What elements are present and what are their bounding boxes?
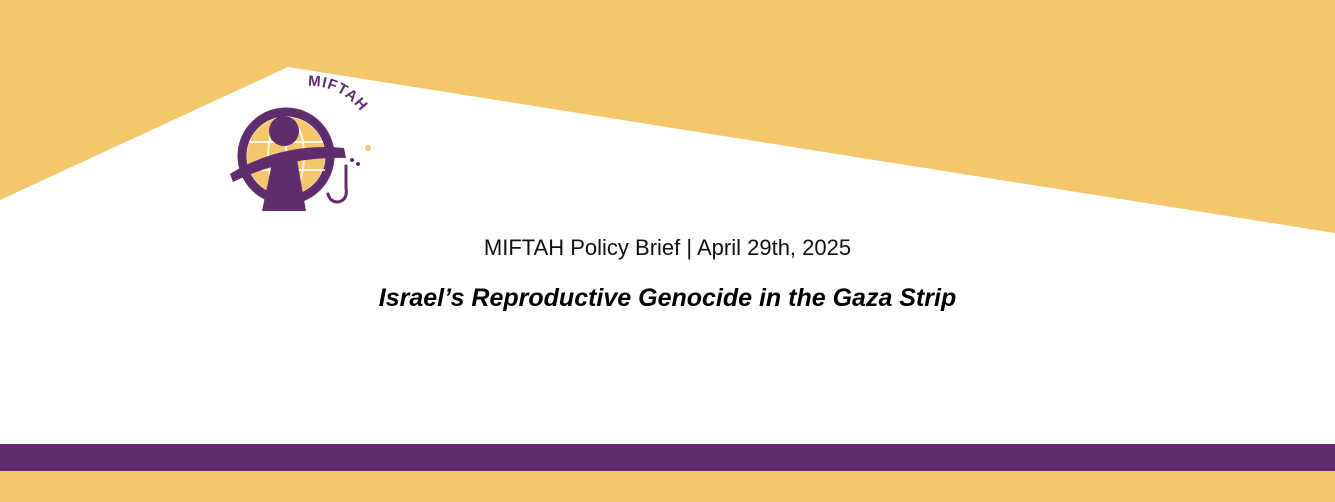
logo-wordmark: MIFTAH — [307, 72, 372, 115]
calligraphy-dot-2 — [356, 162, 360, 166]
figure-head — [269, 116, 299, 146]
calligraphy-dot-1 — [350, 158, 354, 162]
miftah-logo-icon — [222, 70, 392, 230]
brief-title: Israel’s Reproductive Genocide in the Gaza Strip — [378, 284, 957, 312]
brief-subtitle: MIFTAH Policy Brief | April 29th, 2025 — [483, 235, 852, 260]
bottom-purple-stripe — [0, 444, 1335, 471]
logo-accent-dot — [365, 145, 371, 151]
bottom-yellow-strip — [0, 471, 1335, 502]
top-yellow-shape — [0, 0, 1335, 233]
